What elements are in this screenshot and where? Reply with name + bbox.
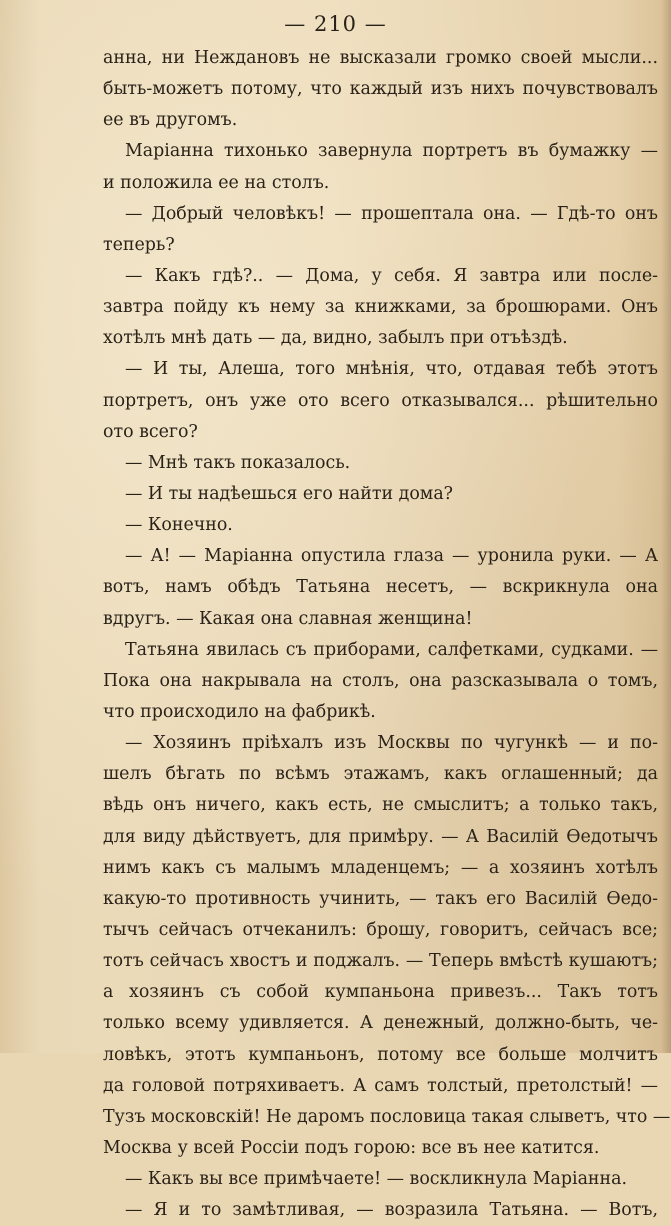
text-line: что происходило на фабрикѣ. [103, 701, 376, 722]
page-number: — 210 — [284, 12, 387, 36]
text-line: — И ты, Алеша, того мнѣнія, что, отдавая тебѣ этотъ [125, 359, 658, 380]
text-line: Маріанна тихонько завернула портретъ въ бумажку — [125, 141, 658, 162]
text-line: да головой потряхиваетъ. А самъ толстый, претолстый! — [103, 1075, 658, 1096]
text-line: Пока она накрывала на столъ, она разсказывала о томъ, [103, 670, 658, 691]
text-line: завтра пойду къ нему за книжками, за брошюрами. Онъ [103, 297, 658, 318]
text-line: анна, ни Неждановъ не высказали громко своей мысли... [103, 48, 658, 68]
text-line: Москва у всей Россіи подъ горою: все въ нее катится. [103, 1137, 600, 1158]
spine-shadow [661, 0, 671, 1053]
text-line: вдругъ. — Какая она славная женщина! [103, 608, 473, 629]
text-line: ее въ другомъ. [103, 110, 238, 131]
text-line: — И ты надѣешься его найти дома? [125, 483, 454, 504]
text-line: и положила ее на столъ. [103, 172, 330, 193]
text-line: нимъ какъ съ малымъ младенцемъ; — а хозяинъ хотѣлъ [103, 857, 658, 878]
text-line: ловѣкъ, этотъ кумпаньонъ, потому все больше молчитъ [103, 1044, 658, 1065]
text-line: — Конечно. [125, 515, 233, 536]
text-line: хотѣлъ мнѣ дать — да, видно, забылъ при отъѣздѣ. [103, 328, 568, 349]
text-line: какую-то противность учинить, — такъ его Василій Ѳедо- [103, 888, 658, 909]
text-line: только всему удивляется. А денежный, должно-быть, че- [103, 1013, 658, 1034]
text-line: — Какъ вы все примѣчаете! — воскликнула Маріанна. [125, 1169, 628, 1190]
text-line: портретъ, онъ уже ото всего отказывался... рѣшительно [103, 390, 658, 411]
text-line: а хозяинъ съ собой кумпаньона привезъ... Такъ тотъ [103, 982, 658, 1003]
body-text [103, 43, 671, 1226]
text-line: тычъ сейчасъ отчеканилъ: брошу, говоритъ, сейчасъ все; [103, 919, 658, 940]
text-line: шелъ бѣгать по всѣмъ этажамъ, какъ оглашенный; да [103, 764, 658, 785]
text-line: для виду дѣйствуетъ, для примѣру. — А Василій Ѳедотычъ [103, 826, 658, 847]
text-line: вотъ, намъ обѣдъ Татьяна несетъ, — вскрикнула она [103, 577, 658, 598]
text-line: теперь? [103, 234, 175, 255]
text-line: вѣдь онъ ничего, какъ есть, не смыслитъ; а только такъ, [103, 795, 658, 816]
text-line: Тузъ московскій! Не даромъ пословица такая слыветъ, что — [103, 1106, 671, 1127]
text-line: — Добрый человѣкъ! — прошептала она. — Гдѣ-то онъ [125, 203, 658, 224]
text-line: — Мнѣ такъ показалось. [125, 452, 351, 473]
text-line: быть-можетъ потому, что каждый изъ нихъ почувствовалъ [103, 79, 658, 100]
text-line: тотъ сейчасъ хвостъ и поджалъ. — Теперь вмѣстѣ кушаютъ; [103, 951, 658, 972]
text-line: — Какъ гдѣ?.. — Дома, у себя. Я завтра или после- [125, 265, 658, 286]
text-line: — Хозяинъ пріѣхалъ изъ Москвы по чугункѣ — и по- [125, 733, 658, 754]
text-line: Татьяна явилась съ приборами, салфетками, судками. — [125, 639, 658, 660]
text-line: — Я и то замѣтливая, — возразила Татьяна. — Вотъ, [125, 1200, 658, 1221]
text-line: ото всего? [103, 421, 198, 442]
text-line: — А! — Маріанна опустила глаза — уронила руки. — А [125, 546, 658, 567]
